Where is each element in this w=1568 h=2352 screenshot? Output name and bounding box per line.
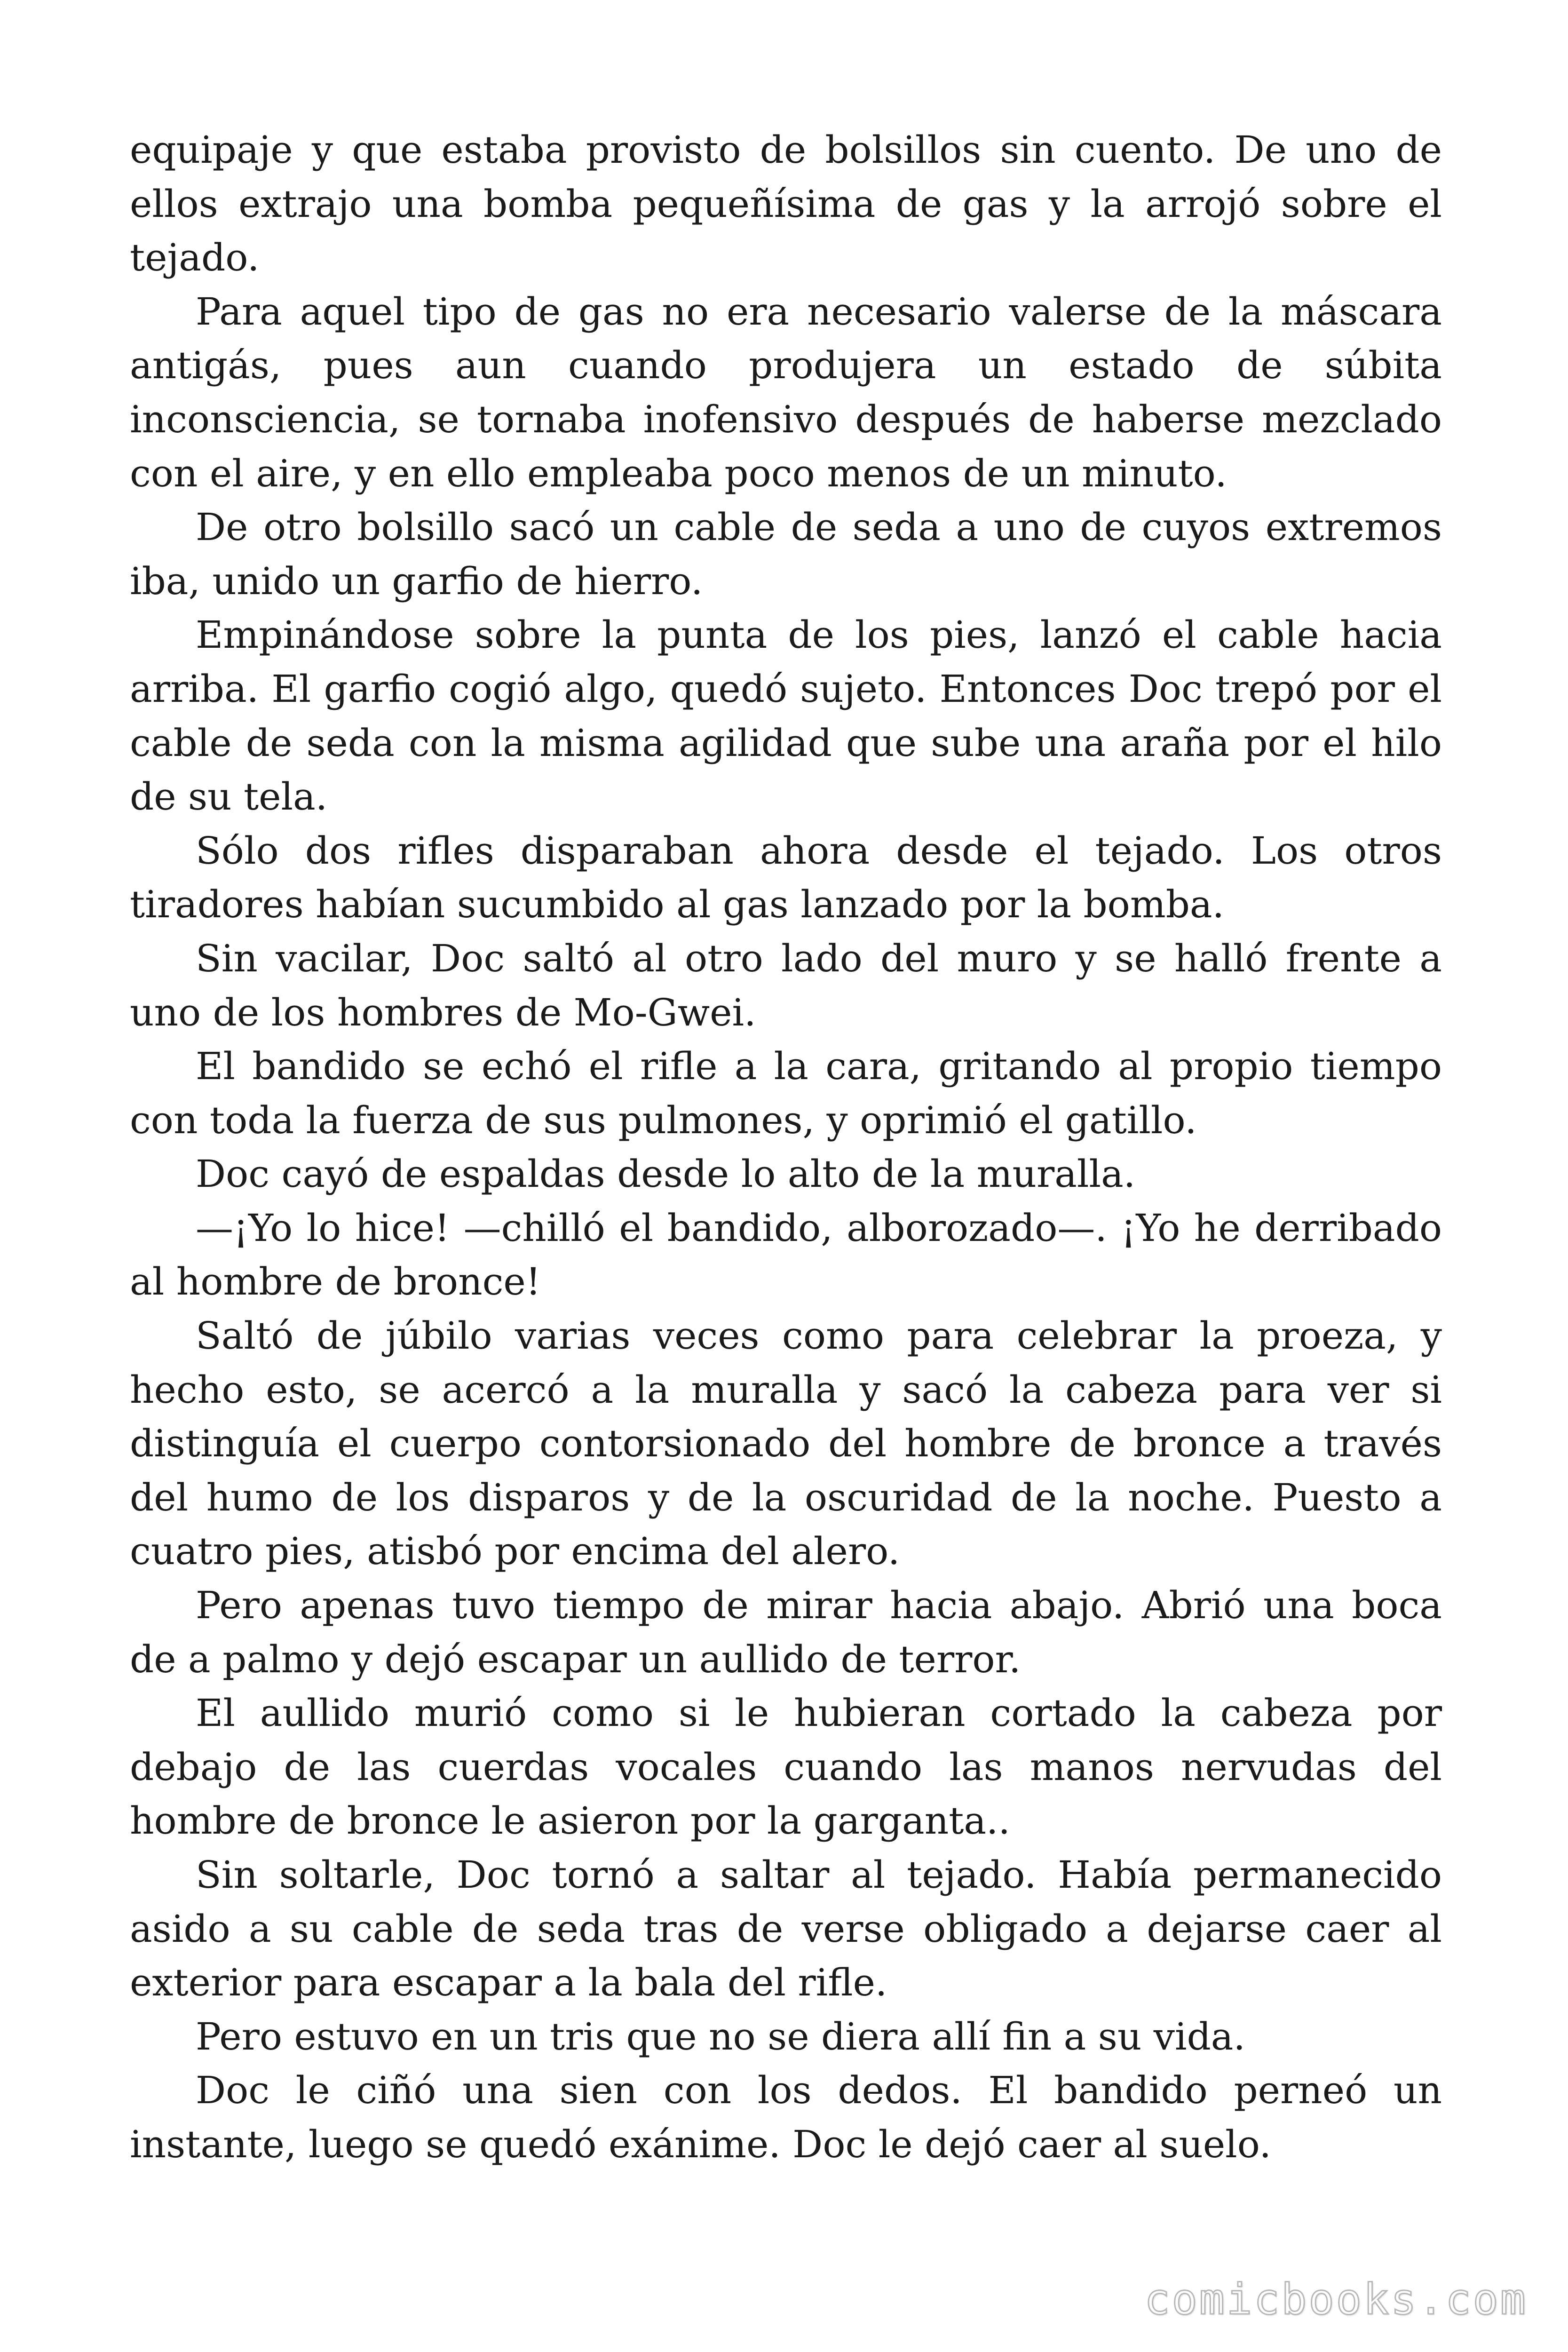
paragraph: Doc le ciñó una sien con los dedos. El bandido perneó un instante, luego se quedó exánime. Doc le dejó caer al suelo.: [130, 2068, 1442, 2166]
body-text: [130, 123, 1442, 2172]
paragraph: Sin vacilar, Doc saltó al otro lado del muro y se halló frente a uno de los hombres de Mo-Gwei.: [130, 936, 1442, 1034]
paragraph: Sin soltarle, Doc tornó a saltar al tejado. Había permanecido asido a su cable de seda tras de verse obligado a dejarse caer al exterior para escapar a la bala del rifle.: [130, 1853, 1442, 2005]
paragraph: Doc cayó de espaldas desde lo alto de la muralla.: [196, 1152, 1136, 1196]
paragraph: El aullido murió como si le hubieran cortado la cabeza por debajo de las cuerdas vocales cuando las manos nervudas del hombre de bronce le asieron por la garganta..: [130, 1691, 1442, 1843]
paragraph: De otro bolsillo sacó un cable de seda a uno de cuyos extremos iba, unido un garfio de hierro.: [130, 505, 1442, 603]
paragraph: Pero apenas tuvo tiempo de mirar hacia abajo. Abrió una boca de a palmo y dejó escapar un aullido de terror.: [130, 1583, 1442, 1681]
site-watermark: comicbooks.com: [1144, 2275, 1528, 2324]
paragraph: Sólo dos rifles disparaban ahora desde el tejado. Los otros tiradores habían sucumbido al gas lanzado por la bomba.: [130, 828, 1442, 927]
paragraph: —¡Yo lo hice! —chilló el bandido, alborozado—. ¡Yo he derribado al hombre de bronce!: [130, 1206, 1442, 1304]
paragraph: Pero estuvo en un tris que no se diera allí fin a su vida.: [196, 2014, 1245, 2058]
paragraph: El bandido se echó el rifle a la cara, gritando al propio tiempo con toda la fuerza de sus pulmones, y oprimió el gatillo.: [130, 1044, 1442, 1142]
paragraph: Para aquel tipo de gas no era necesario valerse de la máscara antigás, pues aun cuando produjera un estado de súbita inconsciencia, se tornaba inofensivo después de haberse mezclado con el aire, y en ello empleaba poco menos de un minuto.: [130, 289, 1442, 495]
paragraph: Saltó de júbilo varias veces como para celebrar la proeza, y hecho esto, se acercó a la muralla y sacó la cabeza para ver si distinguía el cuerpo contorsionado del hombre de bronce a través del humo de los disparos y de la oscuridad de la noche. Puesto a cuatro pies, atisbó por encima del alero.: [130, 1314, 1442, 1573]
paragraph: Empinándose sobre la punta de los pies, lanzó el cable hacia arriba. El garfio cogió algo, quedó sujeto. Entonces Doc trepó por el cable de seda con la misma agilidad que sube una araña por el hilo de su tela.: [130, 613, 1442, 819]
paragraph: equipaje y que estaba provisto de bolsillos sin cuento. De uno de ellos extrajo una bomba pequeñísima de gas y la arrojó sobre el tejado.: [130, 128, 1442, 280]
